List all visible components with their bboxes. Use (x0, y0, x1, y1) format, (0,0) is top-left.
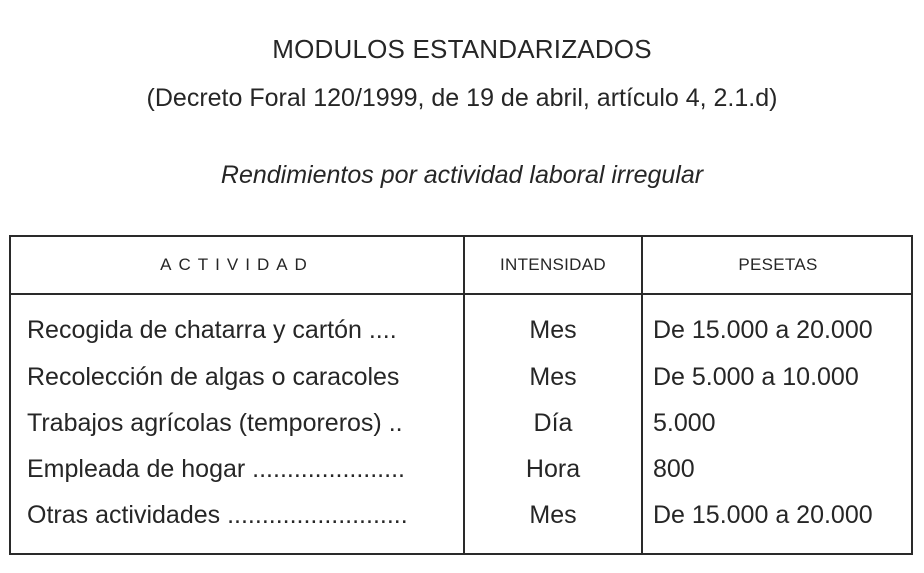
cell-pesetas: De 5.000 a 10.000 (653, 363, 859, 391)
table-row (11, 455, 911, 501)
cell-pesetas: 5.000 (653, 409, 716, 437)
cell-actividad: Recolección de algas o caracoles (27, 363, 400, 391)
cell-intensidad: Hora (525, 455, 581, 483)
table-row (11, 501, 911, 547)
column-header-pesetas: PESETAS (738, 255, 818, 274)
cell-pesetas: De 15.000 a 20.000 (653, 501, 873, 529)
table-row (11, 316, 911, 362)
table-row (11, 363, 911, 409)
decree-reference: (Decreto Foral 120/1999, de 19 de abril, artículo 4, 2.1.d) (146, 84, 778, 112)
activity-table (9, 235, 913, 555)
table-row (11, 409, 911, 455)
cell-intensidad: Mes (529, 363, 577, 391)
cell-actividad: Empleada de hogar ...................... (27, 455, 405, 483)
cell-actividad: Trabajos agrícolas (temporeros) .. (27, 409, 403, 437)
column-header-intensidad: INTENSIDAD (500, 255, 606, 274)
cell-actividad: Recogida de chatarra y cartón .... (27, 316, 397, 344)
document-title: MODULOS ESTANDARIZADOS (272, 34, 652, 64)
cell-intensidad: Día (533, 409, 573, 437)
cell-intensidad: Mes (529, 316, 577, 344)
cell-pesetas: 800 (653, 455, 695, 483)
header-divider (11, 293, 911, 295)
cell-actividad: Otras actividades .......................... (27, 501, 408, 529)
column-header-actividad: ACTIVIDAD (160, 255, 314, 274)
section-heading: Rendimientos por actividad laboral irregular (220, 161, 704, 189)
cell-intensidad: Mes (529, 501, 577, 529)
cell-pesetas: De 15.000 a 20.000 (653, 316, 873, 344)
